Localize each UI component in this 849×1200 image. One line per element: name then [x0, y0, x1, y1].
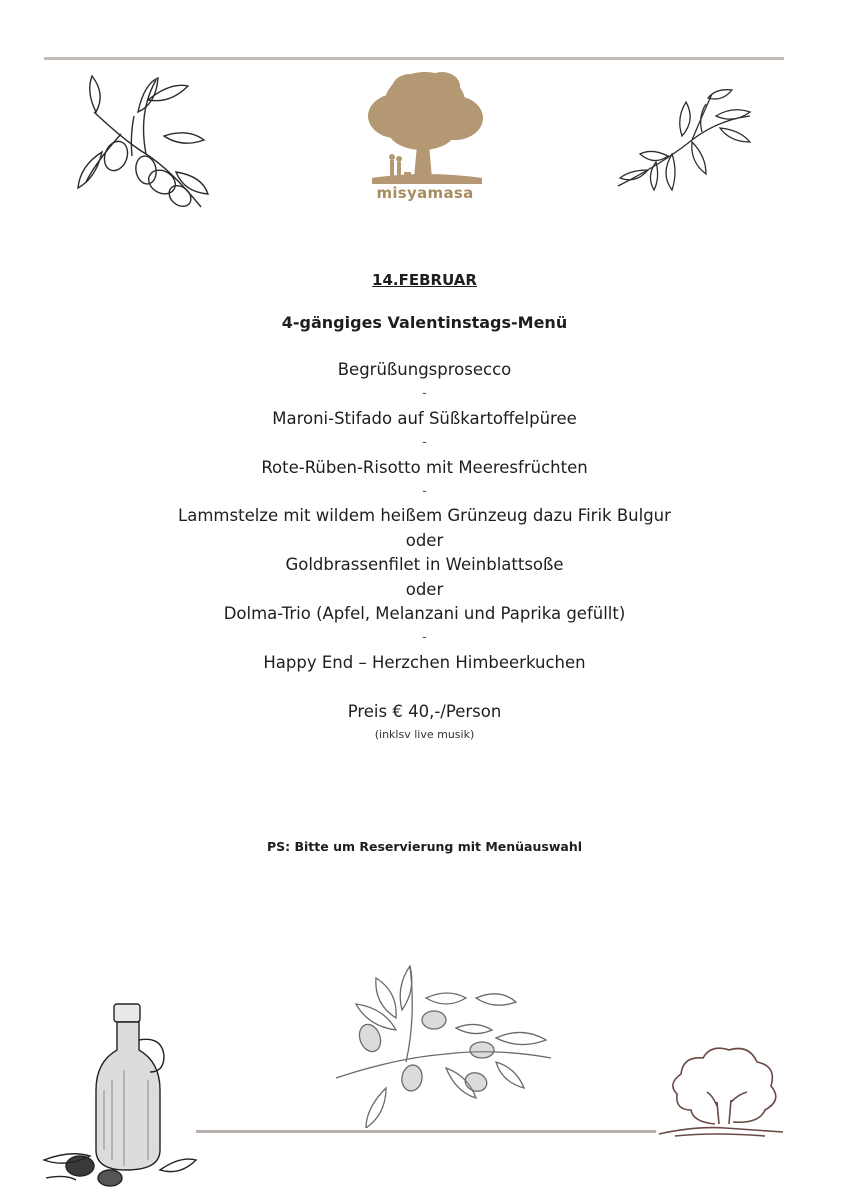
menu-separator: - — [422, 483, 427, 499]
menu-line: Maroni-Stifado auf Süßkartoffelpüree — [272, 408, 577, 428]
olive-branch-icon — [326, 958, 556, 1128]
top-divider — [44, 57, 784, 60]
menu-line: Dolma-Trio (Apfel, Melanzani und Paprika gefüllt) — [223, 603, 626, 623]
menu-line: Begrüßungsprosecco — [337, 360, 512, 379]
menu-line: Rote-Rüben-Risotto mit Meeresfrüchten — [261, 457, 588, 477]
menu-or: oder — [405, 530, 444, 550]
reservation-note: PS: Bitte um Reservierung mit Menüauswahl — [266, 839, 583, 854]
menu-or: oder — [405, 579, 444, 599]
oil-bottle-icon — [40, 1000, 200, 1192]
menu-line: Happy End – Herzchen Himbeerkuchen — [263, 652, 586, 672]
bottom-divider — [196, 1130, 656, 1133]
tree-sketch-icon — [655, 1040, 785, 1140]
price-note: (inklsv live musik) — [374, 728, 475, 741]
tree-logo-icon — [360, 68, 490, 186]
brand-logo — [360, 68, 490, 208]
price: Preis € 40,-/Person — [347, 702, 502, 721]
brand-name: misyamasa — [376, 184, 474, 202]
menu-title: 4-gängiges Valentinstags-Menü — [281, 313, 568, 332]
event-date: 14.FEBRUAR — [372, 271, 477, 289]
menu-line: Goldbrassenfilet in Weinblattsoße — [285, 555, 564, 575]
olive-branch-icon — [76, 72, 211, 217]
olive-branch-icon — [612, 86, 754, 194]
menu-separator: - — [422, 435, 427, 451]
menu-list — [0, 358, 849, 675]
menu-separator: - — [422, 386, 427, 402]
menu-line: Lammstelze mit wildem heißem Grünzeug dazu Firik Bulgur — [178, 506, 671, 526]
menu-separator: - — [422, 630, 427, 646]
